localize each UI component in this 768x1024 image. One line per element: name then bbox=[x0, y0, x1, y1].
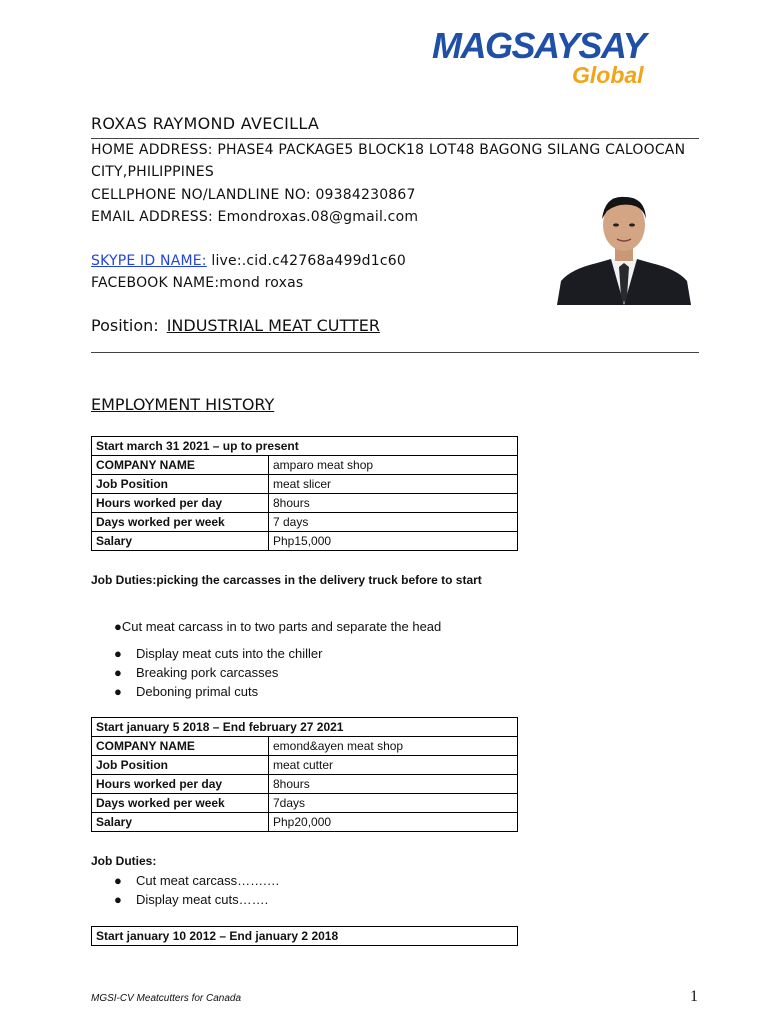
bullet-icon: ● bbox=[114, 873, 122, 888]
job-3-header: Start january 10 2012 – End january 2 2018 bbox=[92, 927, 518, 946]
table-row bbox=[92, 475, 518, 494]
days-label: Days worked per week bbox=[92, 794, 269, 813]
table-row bbox=[92, 532, 518, 551]
position-label: Position: bbox=[91, 316, 159, 335]
list-item bbox=[114, 684, 258, 699]
position-divider bbox=[91, 352, 699, 353]
duty-text: Display meat cuts into the chiller bbox=[136, 646, 323, 661]
duty-text: Cut meat carcass in to two parts and separate the head bbox=[121, 619, 442, 634]
skype-id-value: live:.cid.c42768a499d1c60 bbox=[206, 253, 406, 269]
job-position-value: meat cutter bbox=[269, 756, 518, 775]
job-table-2 bbox=[91, 717, 518, 832]
candidate-photo bbox=[557, 193, 691, 305]
table-row bbox=[92, 513, 518, 532]
bullet-icon: ● bbox=[114, 665, 122, 680]
position-value: INDUSTRIAL MEAT CUTTER bbox=[166, 316, 380, 335]
duty-text: Breaking pork carcasses bbox=[136, 665, 279, 680]
job-1-header: Start march 31 2021 – up to present bbox=[92, 437, 518, 456]
hours-label: Hours worked per day bbox=[92, 775, 269, 794]
salary-label: Salary bbox=[92, 813, 269, 832]
duty-text: Cut meat carcass…….… bbox=[136, 873, 280, 888]
table-row bbox=[92, 494, 518, 513]
email-line: EMAIL ADDRESS: Emondroxas.08@gmail.com bbox=[91, 209, 419, 225]
bullet-icon: ● bbox=[114, 619, 122, 634]
list-item bbox=[114, 619, 441, 634]
table-row bbox=[92, 737, 518, 756]
salary-value: Php20,000 bbox=[269, 813, 518, 832]
duty-text: Deboning primal cuts bbox=[136, 684, 259, 699]
table-row bbox=[92, 456, 518, 475]
address-line-2: CITY,PHILIPPINES bbox=[91, 164, 214, 180]
page-number: 1 bbox=[690, 988, 698, 1005]
company-name-value: amparo meat shop bbox=[269, 456, 518, 475]
list-item bbox=[114, 665, 278, 680]
company-name-label: COMPANY NAME bbox=[92, 456, 269, 475]
hours-value: 8hours bbox=[269, 775, 518, 794]
employment-history-title: EMPLOYMENT HISTORY bbox=[91, 395, 275, 414]
hours-label: Hours worked per day bbox=[92, 494, 269, 513]
position-line bbox=[91, 316, 380, 335]
days-label: Days worked per week bbox=[92, 513, 269, 532]
magsaysay-logo-text: MAGSAYSAY bbox=[432, 25, 646, 66]
job-table-1 bbox=[91, 436, 518, 551]
job-2-duties-title: Job Duties: bbox=[91, 854, 157, 868]
table-row bbox=[92, 927, 518, 946]
list-item bbox=[114, 892, 268, 907]
table-row bbox=[92, 775, 518, 794]
address-line-1: HOME ADDRESS: PHASE4 PACKAGE5 BLOCK18 LOT48 BAGONG SILANG CALOOCAN bbox=[91, 142, 686, 158]
global-logo-text: Global bbox=[572, 62, 644, 88]
table-row bbox=[92, 813, 518, 832]
table-row bbox=[92, 794, 518, 813]
bullet-icon: ● bbox=[114, 646, 122, 661]
hours-value: 8hours bbox=[269, 494, 518, 513]
job-1-duties-title: Job Duties:picking the carcasses in the delivery truck before to start bbox=[91, 573, 482, 587]
days-value: 7days bbox=[269, 794, 518, 813]
company-name-value: emond&ayen meat shop bbox=[269, 737, 518, 756]
table-row bbox=[92, 756, 518, 775]
list-item bbox=[114, 646, 322, 661]
page-footer: MGSI-CV Meatcutters for Canada bbox=[91, 993, 242, 1004]
table-row bbox=[92, 718, 518, 737]
table-row bbox=[92, 437, 518, 456]
job-2-header: Start january 5 2018 – End february 27 2021 bbox=[92, 718, 518, 737]
job-position-value: meat slicer bbox=[269, 475, 518, 494]
job-position-label: Job Position bbox=[92, 475, 269, 494]
company-name-label: COMPANY NAME bbox=[92, 737, 269, 756]
phone-line: CELLPHONE NO/LANDLINE NO: 09384230867 bbox=[91, 187, 416, 203]
duty-text: Display meat cuts……. bbox=[136, 892, 269, 907]
bullet-icon: ● bbox=[114, 684, 122, 699]
job-table-3 bbox=[91, 926, 518, 946]
job-position-label: Job Position bbox=[92, 756, 269, 775]
candidate-name: ROXAS RAYMOND AVECILLA bbox=[91, 114, 320, 133]
facebook-line: FACEBOOK NAME:mond roxas bbox=[91, 275, 304, 291]
bullet-icon: ● bbox=[114, 892, 122, 907]
skype-id-link[interactable]: SKYPE ID NAME: bbox=[91, 253, 207, 269]
list-item bbox=[114, 873, 280, 888]
days-value: 7 days bbox=[269, 513, 518, 532]
salary-label: Salary bbox=[92, 532, 269, 551]
salary-value: Php15,000 bbox=[269, 532, 518, 551]
